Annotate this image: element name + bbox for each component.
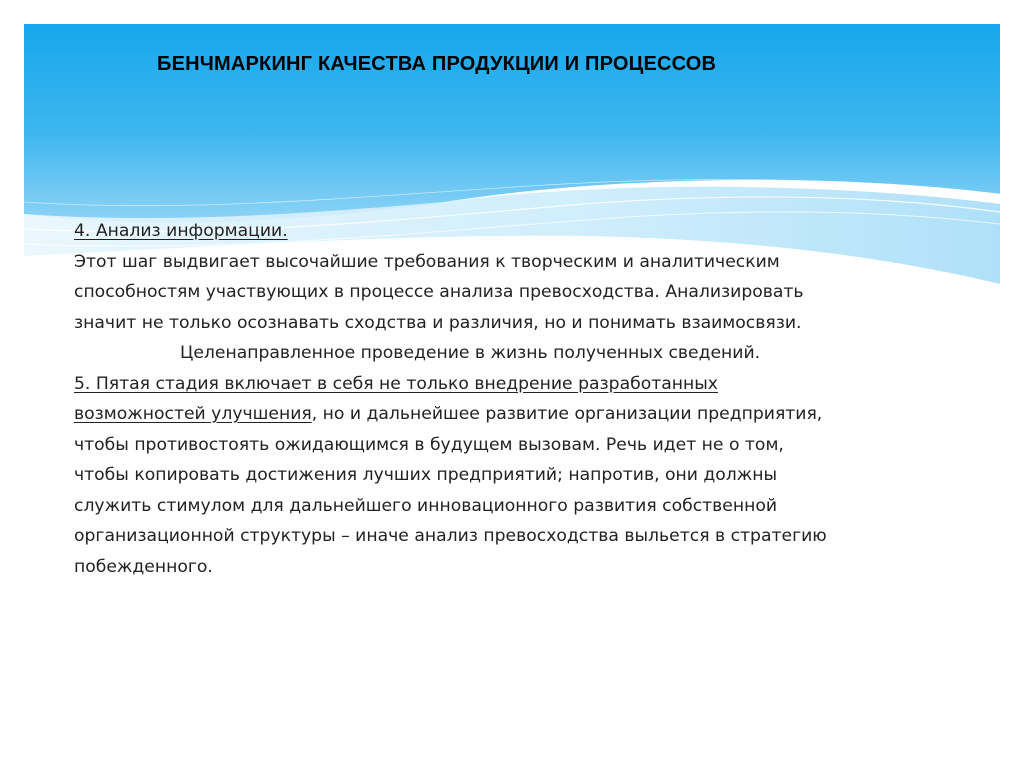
underlined-phrase: возможностей улучшения bbox=[74, 404, 312, 424]
body-line-indented: Целенаправленное проведение в жизнь полученных сведений. bbox=[180, 343, 761, 363]
body-line: побежденного. bbox=[74, 556, 213, 577]
slide-body-text bbox=[74, 216, 984, 582]
body-line: чтобы копировать достижения лучших предприятий; напротив, они должны bbox=[74, 465, 778, 485]
body-line: организационной структуры – иначе анализ превосходства выльется в стратегию bbox=[74, 526, 827, 546]
section-heading-4: 4. Анализ информации. bbox=[74, 221, 288, 241]
body-line bbox=[74, 399, 984, 430]
body-line: способностям участвующих в процессе анализа превосходства. Анализировать bbox=[74, 282, 804, 302]
body-line: значит не только осознавать сходства и различия, но и понимать взаимосвязи. bbox=[74, 312, 802, 333]
section-heading-5: 5. Пятая стадия включает в себя не только внедрение разработанных bbox=[74, 373, 718, 394]
body-line: Этот шаг выдвигает высочайшие требования к творческим и аналитическим bbox=[74, 251, 780, 272]
body-line: служить стимулом для дальнейшего инновационного развития собственной bbox=[74, 495, 778, 516]
body-line: чтобы противостоять ожидающимся в будущем вызовам. Речь идет не о том, bbox=[74, 434, 784, 455]
slide bbox=[24, 24, 1000, 744]
slide-title: БЕНЧМАРКИНГ КАЧЕСТВА ПРОДУКЦИИ И ПРОЦЕССОВ bbox=[157, 53, 717, 75]
body-line-rest: , но и дальнейшее развитие организации предприятия, bbox=[311, 404, 823, 424]
